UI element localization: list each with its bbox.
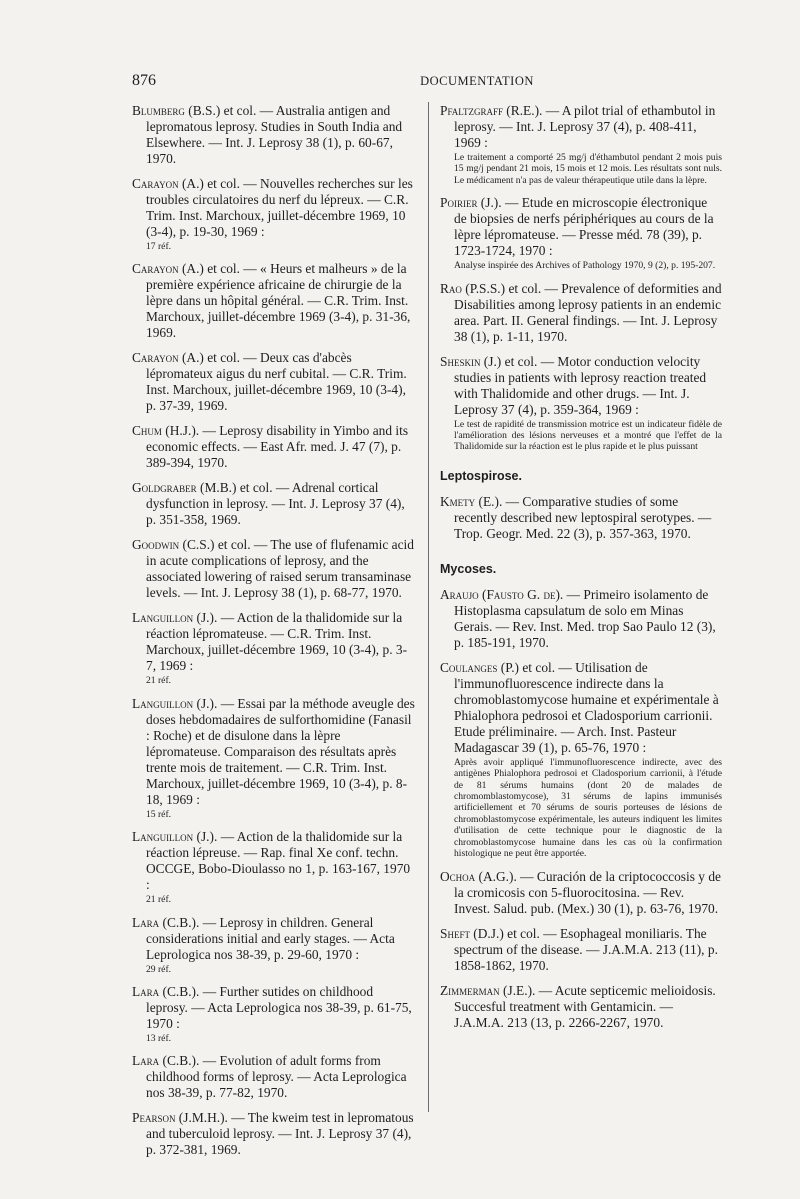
entry-citation: — Action de la thalidomide sur la réaction lépromateuse. — C.R. Trim. Inst. Marchoux, juillet-décembre 1969, 10 (3-4), p. 3-7, 1969 : [146, 610, 408, 674]
bibliography-entry [132, 1110, 417, 1158]
running-title: DOCUMENTATION [420, 74, 534, 88]
entry-citation: — Leprosy disability in Yimbo and its economic effects. — East Afr. med. J. 47 (7), p. 389-394, 1970. [146, 423, 409, 471]
bibliography-entry [132, 915, 417, 975]
entry-citation: et col. — Australia antigen and lepromatous leprosy. Studies in South India and Elsewhere. — Int. J. Leprosy 38 (1), p. 60-67, 1970. [146, 103, 403, 166]
bibliography-entry [132, 696, 417, 820]
entry-note: Le test de rapidité de transmission motrice est un indicateur fidèle de l'amélioration des lésions nerveuses et a montré que l'effet de la Thalidomide sur la réaction est le plus rapide et le plus puissant [454, 418, 722, 453]
entry-citation: et col. — Utilisation de l'immunofluorescence indirecte dans la chromoblastomycose humaine et expérimentale à Phialophora pedrosoi et Cladosporium carrionii. Etude préliminaire. — Arch. Inst. Pasteur Madagascar 39 (1), p. 65-76, 1970 : [454, 659, 719, 755]
entry-citation: — Further sutides on childhood leprosy. — Acta Leprologica nos 38-39, p. 61-75, 1970 : [146, 984, 412, 1032]
entry-note: 17 réf. [146, 241, 172, 252]
bibliography-entry [132, 537, 417, 601]
bibliography-entry [440, 103, 722, 186]
section-title-leptospirose: Leptospirose. [440, 468, 522, 483]
entry-author: Lara (C.B.). [132, 984, 200, 1000]
entry-citation: — Acute septicemic melioidosis. Succesful treatment with Gentamicin. — J.A.M.A. 213 (13, p. 2266-2267, 1970. [454, 982, 716, 1030]
bibliography-entry [440, 281, 722, 345]
entry-author: Blumberg (B.S.) [132, 103, 221, 118]
page-header [132, 72, 732, 92]
entry-author: Pearson (J.M.H.). [132, 1110, 228, 1126]
entry-author: Goodwin (C.S.) [132, 537, 215, 553]
entry-author: Kmety (E.). [440, 493, 503, 509]
entry-citation: et col. — Prevalence of deformities and Disabilities among leprosy patients in an endemic area. Part. II. General findings. — Int. J. Leprosy 38 (1), p. 1-11, 1970. [454, 280, 722, 344]
entry-author: Sheft (D.J.) [440, 925, 504, 941]
entry-author: Languillon (J.). [132, 695, 218, 711]
bibliography-entry [132, 261, 417, 341]
right-bibliography-list [440, 103, 722, 453]
bibliography-entry [132, 423, 417, 471]
bibliography-entry [440, 926, 722, 974]
bibliography-entry [440, 354, 722, 453]
entry-citation: et col. — Nouvelles recherches sur les troubles circulatoires du nerf du lépreux. — C.R. Trim. Inst. Marchoux, juillet-décembre 1969, 10 (3-4), p. 19-30, 1969 : [146, 176, 413, 239]
entry-note: 13 réf. [146, 1033, 172, 1045]
entry-citation: — Curación de la criptococcosis y de la cromicosis con 5-fluorocitosina. — Rev. Invest. Salud. pub. (Mex.) 30 (1), p. 63-76, 1970. [454, 868, 721, 916]
entry-author: Zimmerman (J.E.). [440, 982, 536, 998]
entry-author: Pfaltzgraff (R.E.). [440, 103, 543, 118]
bibliography-entry [440, 494, 722, 542]
entry-citation: et col. — Deux cas d'abcès lépromateux aigus du nerf cubital. — C.R. Trim. Inst. Marchoux, juillet-décembre 1969, 10 (3-4), p. 37-39, 1969. [146, 350, 407, 414]
bibliography-entry [132, 176, 417, 252]
entry-author: Lara (C.B.). [132, 914, 200, 930]
entry-citation: et col. — Motor conduction velocity studies in patients with leprosy reaction treated with Thalidomide and other drugs. — Int. J. Leprosy 37 (4), p. 359-364, 1969 : [454, 353, 707, 417]
entry-note: 21 réf. [146, 894, 172, 906]
bibliography-entry [132, 829, 417, 905]
entry-citation: — Leprosy in children. General considerations initial and early stages. — Acta Leprologica nos 38-39, p. 29-60, 1970 : [146, 914, 395, 962]
entry-author: Coulanges (P.) [440, 659, 520, 675]
entry-author: Ochoa (A.G.). [440, 868, 517, 884]
entry-citation: — Primeiro isolamento de Histoplasma capsulatum de solo em Minas Gerais. — Rev. Inst. Med. trop Sao Paulo 12 (3), p. 185-191, 1970. [454, 586, 716, 650]
entry-citation: et col. — Esophageal moniliaris. The spectrum of the disease. — J.A.M.A. 213 (11), p. 1858-1862, 1970. [454, 925, 718, 973]
entry-note: Après avoir appliqué l'immunofluorescence indirecte, avec des antigènes Phialophora pedrosoi et Cladosporium carrionii, à l'étude de 81 sérums humains (dont 20 de malades de chromomblastomycose), 31 sérums de lapins immunisés artificiellement et 70 sérums de souris porteuses de lésions de chromoblastomycose expérimentale, les auteurs indiquent les limites d'utilisation de cette technique pour le diagnostic de la chromoblastomycose humaine dans les cas où la confirmation histologique ne peut être apportée. [454, 756, 722, 860]
bibliography-entry [132, 350, 417, 414]
entry-author: Sheskin (J.) [440, 353, 502, 369]
section-title-mycoses: Mycoses. [440, 561, 497, 576]
entry-note: Analyse inspirée des Archives of Pathology 1970, 9 (2), p. 195-207. [454, 260, 716, 272]
right-column [440, 103, 722, 1040]
page-number: 876 [132, 72, 156, 89]
entry-citation: — The kweim test in lepromatous and tuberculoid leprosy. — Int. J. Leprosy 37 (4), p. 372-381, 1969. [146, 1110, 414, 1158]
entry-author: Rao (P.S.S.) [440, 280, 506, 296]
entry-citation: — Essai par la méthode aveugle des doses hebdomadaires de sulforthomidine (Fanasil : Roche) et de disulone dans la lèpre lépromateuse. Comparaison des résultats après trente mois de traitement. — C.R. Trim. Inst. Marchoux, juillet-décembre 1969, 10 (3-4), p. 8-18, 1969 : [146, 695, 415, 807]
bibliography-entry [440, 660, 722, 860]
entry-author: Carayon (A.) [132, 176, 204, 191]
entry-author: Chum (H.J.). [132, 423, 200, 439]
entry-citation: et col. — Adrenal cortical dysfunction in leprosy. — Int. J. Leprosy 37 (4), p. 351-358, 1969. [146, 480, 405, 528]
entry-author: Carayon (A.) [132, 350, 204, 366]
entry-citation: — A pilot trial of ethambutol in leprosy. — Int. J. Leprosy 37 (4), p. 408-411, 1969 : [454, 103, 716, 150]
bibliography-entry [132, 480, 417, 528]
entry-citation: — Evolution of adult forms from childhood forms of leprosy. — Acta Leprologica nos 38-39, p. 77-82, 1970. [146, 1053, 407, 1101]
bibliography-entry [440, 587, 722, 651]
bibliography-entry [132, 103, 417, 167]
entry-citation: — Action de la thalidomide sur la réaction lépreuse. — Rap. final Xe conf. techn. OCCGE, Bobo-Dioulasso no 1, p. 163-167, 1970 : [146, 829, 411, 893]
entry-note: 15 réf. [146, 808, 172, 820]
bibliography-entry [440, 983, 722, 1031]
entry-citation: — Comparative studies of some recently described new leptospiral serotypes. — Trop. Geogr. Med. 22 (3), p. 357-363, 1970. [454, 493, 712, 541]
bibliography-entry [132, 984, 417, 1044]
entry-author: Lara (C.B.). [132, 1053, 200, 1069]
entry-author: Goldgraber (M.B.) [132, 480, 237, 496]
entry-citation: et col. — The use of flufenamic acid in acute complications of leprosy, and the associated lowering of raised serum transaminase levels. — Int. J. Leprosy 38 (1), p. 68-77, 1970. [146, 537, 414, 601]
entry-author: Araujo (Fausto G. de). [440, 586, 564, 602]
entry-author: Languillon (J.). [132, 610, 218, 626]
entry-author: Languillon (J.). [132, 829, 218, 845]
bibliography-entry [440, 195, 722, 271]
entry-citation: — Etude en microscopie électronique de biopsies de nerfs périphériques au cours de la lèpre lépromateuse. — Presse méd. 78 (39), p. 1723-1724, 1970 : [454, 195, 714, 259]
left-column [132, 103, 417, 1167]
entry-note: Le traitement a comporté 25 mg/j d'éthambutol pendant 2 mois puis 15 mg/j pendant 21 mois, 15 mois et 12 mois. Les résultats sont nuls. Le médicament n'a pas de valeur thérapeutique utile dans la lèpre. [454, 152, 722, 186]
entry-citation: et col. — « Heurs et malheurs » de la première expérience africaine de chirurgie de la lèpre dans un hôpital général. — C.R. Trim. Inst. Marchoux, juillet-décembre 1969 (3-4), p. 31-36, 1969. [146, 261, 411, 341]
bibliography-entry [440, 869, 722, 917]
bibliography-entry [132, 1053, 417, 1101]
entry-note: 21 réf. [146, 675, 172, 687]
left-bibliography-list [132, 103, 417, 1158]
entry-note: 29 réf. [146, 963, 172, 975]
bibliography-entry [132, 610, 417, 686]
mycoses-list [440, 587, 722, 1031]
column-divider [428, 102, 429, 1112]
entry-author: Carayon (A.) [132, 261, 204, 277]
leptospirose-list [440, 494, 722, 542]
entry-author: Poirier (J.). [440, 195, 502, 211]
